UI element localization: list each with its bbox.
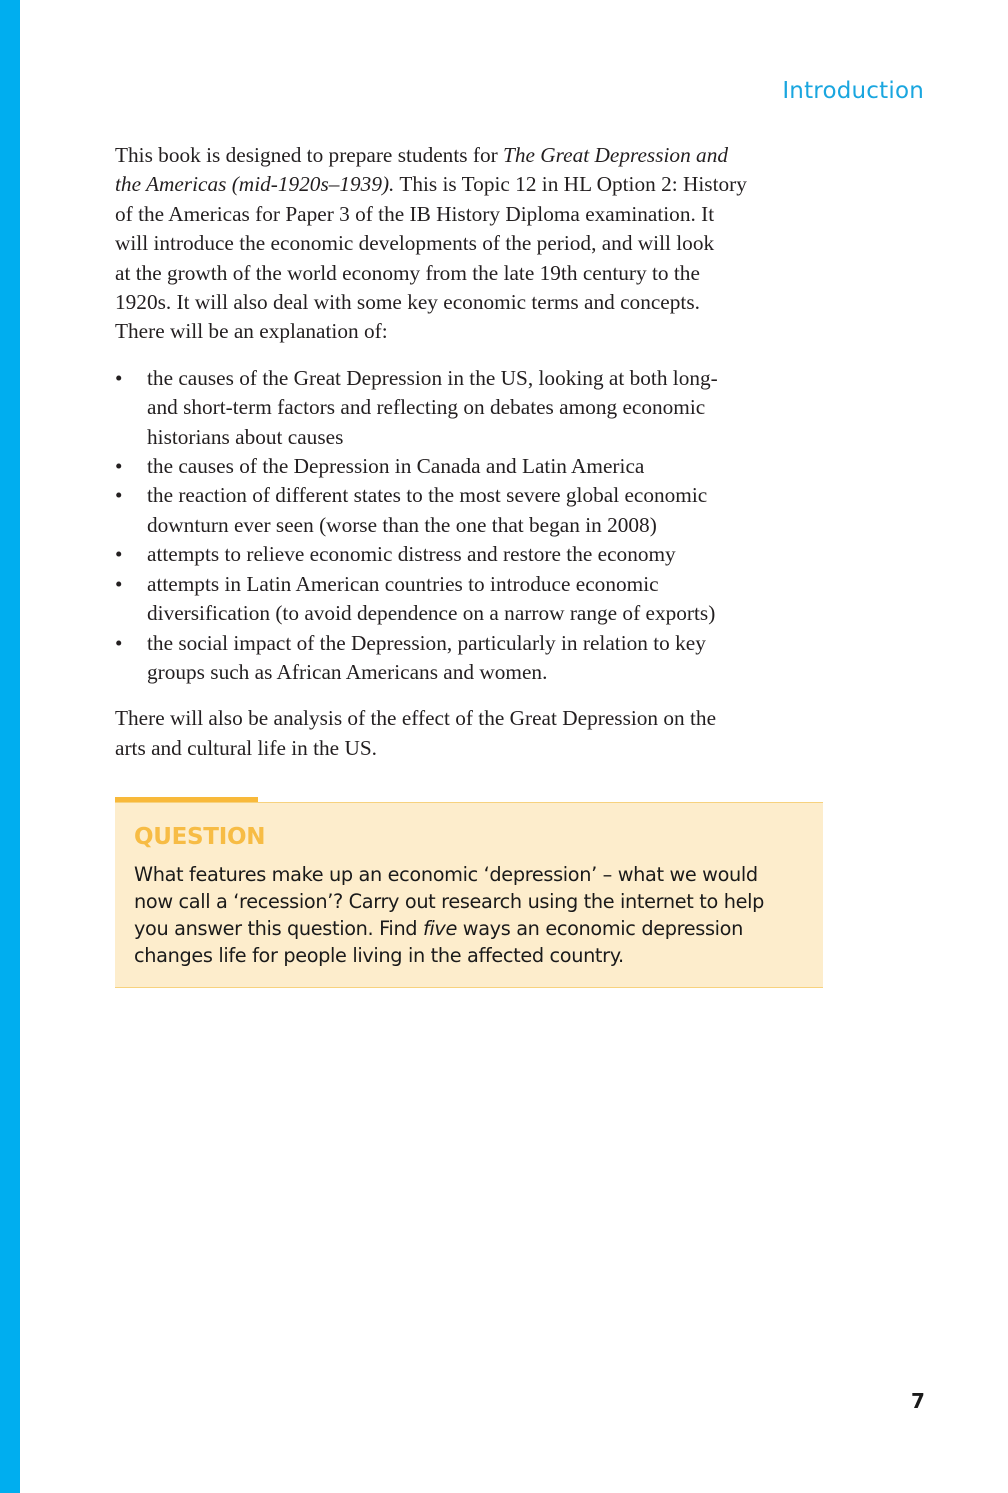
- list-item: [115, 540, 835, 569]
- bullet-icon: •: [115, 630, 123, 655]
- bullet-icon: •: [115, 542, 123, 567]
- text-segment: now call a ‘recession’? Carry out research using the internet to help: [134, 890, 764, 913]
- main-text: [115, 141, 835, 780]
- italic-text: the Americas (mid-1920s–1939).: [115, 172, 395, 197]
- italic-text: The Great Depression and: [503, 143, 728, 167]
- text-line: [134, 942, 764, 969]
- text-line: [134, 915, 764, 942]
- text-line: diversification (to avoid dependence on a narrow range of exports): [147, 601, 716, 626]
- text-line: arts and cultural life in the US.: [115, 735, 377, 760]
- section-title: Introduction: [782, 78, 924, 104]
- intro-paragraph: [115, 141, 835, 347]
- text-line: [115, 141, 835, 170]
- text-segment: This book is designed to prepare students for: [115, 143, 504, 167]
- bullet-icon: •: [115, 483, 123, 508]
- text-segment: changes life for people living in the affected country.: [134, 944, 624, 967]
- page-number: 7: [911, 1389, 925, 1413]
- text-segment: at the growth of the world economy from the late 19th century to the: [115, 260, 700, 285]
- list-item: [115, 364, 835, 452]
- text-line: There will also be analysis of the effect of the Great Depression on the: [115, 706, 717, 731]
- bullet-list: [115, 364, 835, 687]
- text-segment: ways an economic depression: [457, 917, 743, 940]
- question-title: QUESTION: [134, 824, 266, 850]
- text-line: the reaction of different states to the most severe global economic: [147, 483, 708, 508]
- question-tab-accent: [115, 797, 258, 802]
- list-item: [115, 570, 835, 629]
- question-box: [115, 802, 823, 988]
- text-line: downturn ever seen (worse than the one that began in 2008): [147, 512, 657, 537]
- text-line: [134, 888, 764, 915]
- text-segment: What features make up an economic ‘depression’ – what we would: [134, 863, 758, 886]
- text-segment: There will be an explanation of:: [115, 319, 388, 344]
- closing-paragraph: [115, 704, 835, 763]
- text-line: [115, 229, 835, 258]
- text-segment: will introduce the economic developments of the period, and will look: [115, 231, 715, 256]
- text-line: [134, 861, 764, 888]
- text-line: the causes of the Depression in Canada and Latin America: [147, 454, 645, 479]
- text-segment: 1920s. It will also deal with some key economic terms and concepts.: [115, 290, 700, 315]
- text-line: the social impact of the Depression, particularly in relation to key: [147, 630, 706, 655]
- text-line: attempts in Latin American countries to introduce economic: [147, 571, 659, 596]
- text-line: [115, 317, 835, 346]
- text-line: attempts to relieve economic distress and restore the economy: [147, 542, 676, 567]
- text-line: groups such as African Americans and women.: [147, 659, 548, 684]
- text-line: [115, 288, 835, 317]
- text-segment: you answer this question. Find: [134, 917, 423, 940]
- bullet-icon: •: [115, 454, 123, 479]
- question-text: [134, 861, 764, 969]
- text-line: [115, 259, 835, 288]
- text-segment: of the Americas for Paper 3 of the IB History Diploma examination. It: [115, 201, 715, 226]
- bullet-icon: •: [115, 365, 123, 390]
- text-line: historians about causes: [147, 424, 344, 449]
- text-line: [115, 200, 835, 229]
- text-segment: This is Topic 12 in HL Option 2: History: [394, 172, 747, 197]
- bullet-icon: •: [115, 571, 123, 596]
- text-line: [115, 170, 835, 199]
- list-item: [115, 629, 835, 688]
- text-line: the causes of the Great Depression in the US, looking at both long-: [147, 365, 718, 390]
- text-line: and short-term factors and reflecting on debates among economic: [147, 395, 706, 420]
- list-item: [115, 452, 835, 481]
- sidebar-color-bar: [0, 0, 20, 1493]
- list-item: [115, 481, 835, 540]
- italic-text: five: [422, 917, 458, 940]
